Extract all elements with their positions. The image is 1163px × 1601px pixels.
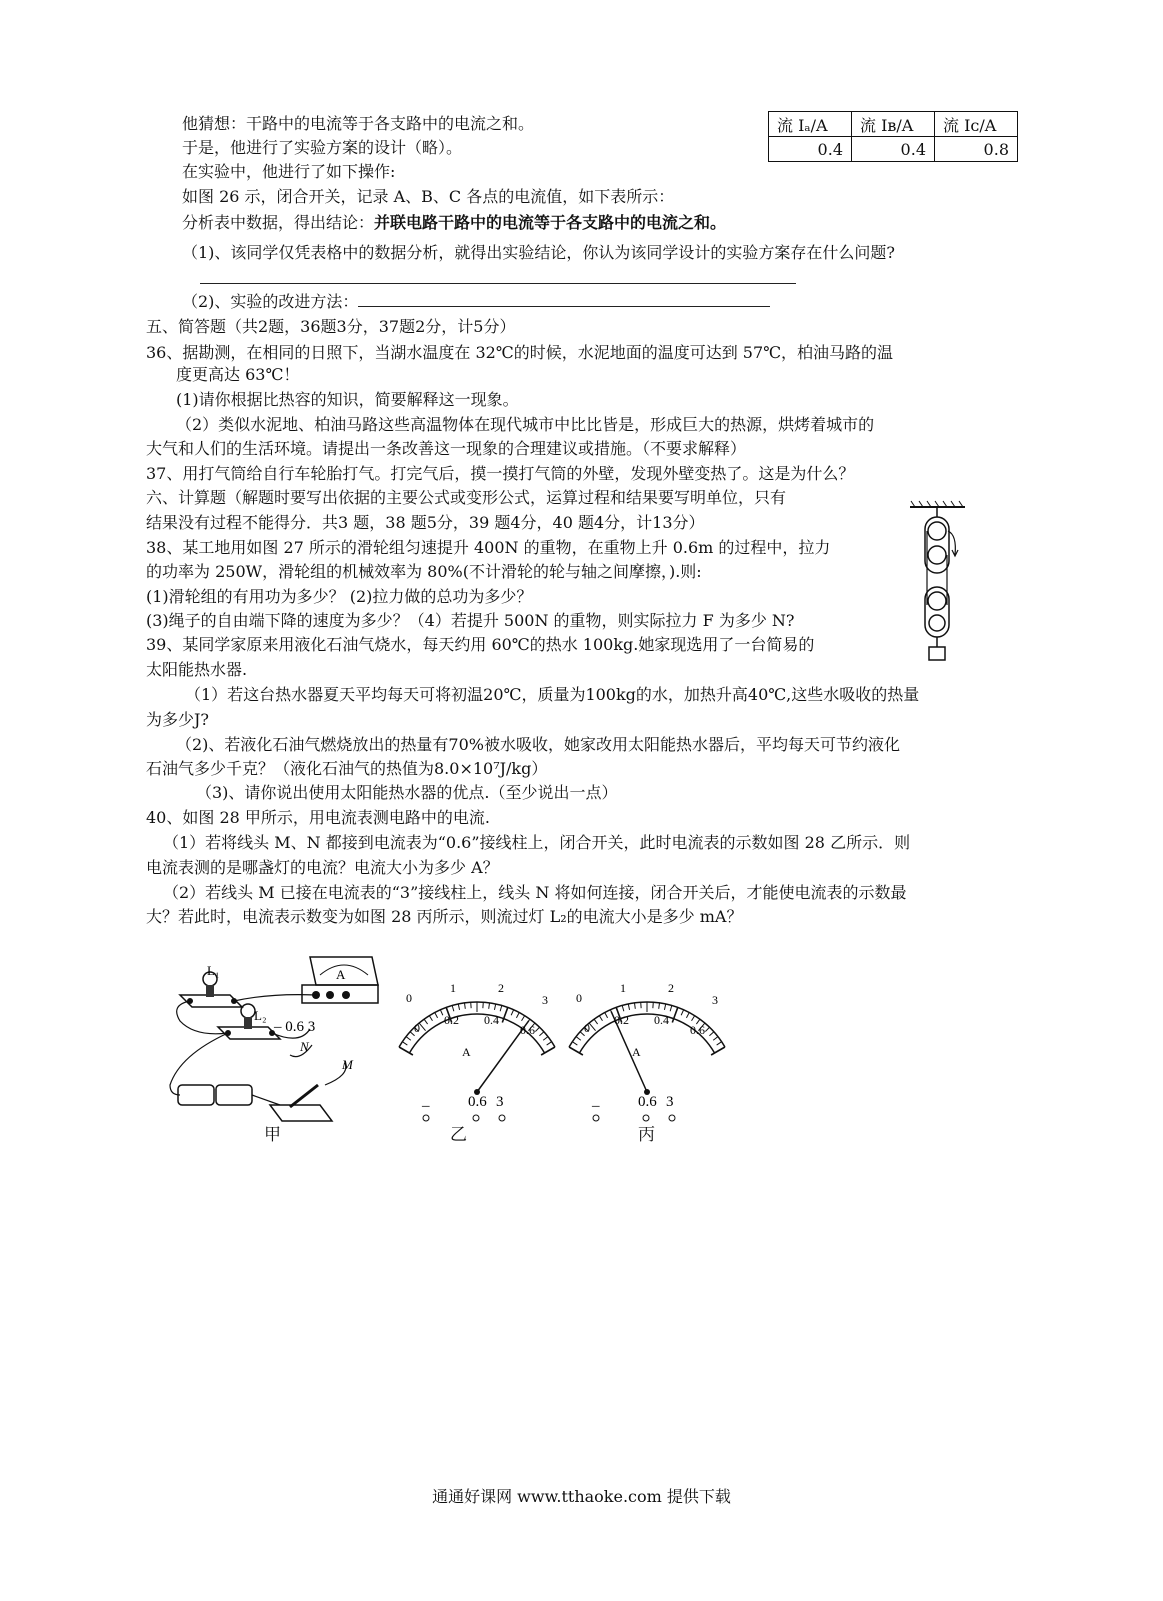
bottom-tick-label: 0.4 (654, 1013, 669, 1027)
top-tick-label: 3 (712, 993, 718, 1007)
text-line: 大？若此时，电流表示数变为如图 28 丙所示，则流过灯 L₂的电流大小是多少 mA？ (146, 907, 743, 926)
terminal-label: – (422, 1098, 430, 1114)
dial-tick (622, 1005, 624, 1011)
label-m: M (342, 1057, 353, 1072)
top-tick-label: 0 (576, 991, 582, 1005)
table-row (769, 137, 1018, 162)
dial-tick (464, 1003, 465, 1009)
text-line: 38、某工地用如图 27 所示的滑轮组匀速提升 400N 的重物，在重物上升 0.6m 的过程中，拉力 (146, 538, 831, 557)
dial-tick (599, 1016, 602, 1021)
text-line: （3)、请你说出使用太阳能热水器的优点.（至少说出一点） (196, 783, 618, 802)
section-heading: 六、计算题（解题时要写出依据的主要公式或变形公式，运算过程和结果要写明单位，只有 (146, 488, 787, 507)
top-tick-label: 2 (498, 981, 504, 995)
dial-tick (709, 1032, 713, 1036)
dial-tick (452, 1005, 454, 1011)
dial-tick (406, 1037, 411, 1041)
dial-tick (594, 1019, 598, 1024)
dial-tick (659, 1003, 660, 1009)
page-footer: 通通好课网 www.tthaoke.com 提供下载 (432, 1487, 731, 1506)
dial-tick (516, 1013, 519, 1018)
text-segment: 分析表中数据，得出结论： (182, 213, 375, 232)
text-line: 结果没有过程不能得分．共3 题，38 题5分，39 题4分，40 题4分，计13分） (146, 513, 705, 532)
top-tick-label: 1 (620, 981, 626, 995)
text-line: 的功率为 250W，滑轮组的机械效率为 80%(不计滑轮的轮与轴之间摩擦，).则: (146, 562, 702, 581)
bottom-tick-label: 0 (414, 1021, 420, 1035)
dial-tick (634, 1003, 635, 1009)
terminal-label: 3 (496, 1094, 504, 1110)
ammeter-dial-figure (392, 972, 562, 1122)
text-segment: （2)、实验的改进方法： (182, 292, 359, 311)
label-n: N (300, 1039, 309, 1054)
table-header-cell: 流 Iᴄ/A (935, 112, 1018, 137)
top-tick-label: 3 (542, 993, 548, 1007)
dial-tick (670, 1005, 672, 1011)
bottom-tick-label: 0 (584, 1021, 590, 1035)
dial-tick (628, 1004, 629, 1010)
text-line: 37、用打气筒给自行车轮胎打气。打完气后，摸一摸打气筒的外壁，发现外壁变热了。这是为什么？ (146, 464, 855, 483)
current-table (768, 111, 1018, 162)
dial-tick (543, 1037, 548, 1041)
text-line: 电流表测的是哪盏灯的电流？电流大小为多少 A？ (146, 858, 499, 877)
text-line: 为多少J? (146, 710, 209, 729)
text-line: 39、某同学家原来用液化石油气烧水，每天约用 60℃的热水 100kg.她家现选用了一台简易的 (146, 635, 815, 654)
label-l2: L₂ (254, 1008, 267, 1023)
unit-label: A (462, 1045, 471, 1059)
text-line: (1)请你根据比热容的知识，简要解释这一现象。 (176, 390, 519, 409)
terminal-label: 0.6 (468, 1094, 487, 1110)
dial-tick (440, 1010, 442, 1015)
ammeter-dial-figure (562, 972, 732, 1122)
conclusion-text: 并联电路干路中的电流等于各支路中的电流之和。 (374, 213, 727, 232)
text-line: （1）若将线头 M、N 都接到电流表为“0.6”接线柱上，闭合开关，此时电流表的示数如图 28 乙所示．则 (163, 833, 911, 852)
circuit-figure (150, 945, 390, 1145)
answer-blank-line (200, 268, 796, 290)
text-line: (3)绳子的自由端下降的速度为多少？（4）若提升 500N 的重物，则实际拉力 F 为多少 N? (146, 611, 795, 630)
dial-tick (535, 1027, 539, 1031)
dial-tick (547, 1042, 552, 1045)
text-line: 石油气多少千克？（液化石油气的热值为8.0×10⁷J/kg） (146, 759, 548, 778)
top-tick-label: 2 (668, 981, 674, 995)
bottom-tick-label: 0.2 (444, 1013, 459, 1027)
bottom-tick-label: 0.4 (484, 1013, 499, 1027)
text-line: 如图 26 示，闭合开关，记录 A、B、C 各点的电流值，如下表所示： (182, 187, 675, 206)
dial-tick (458, 1004, 459, 1010)
dial-tick (705, 1027, 709, 1031)
text-line: （2）若线头 M 已接在电流表的“3”接线柱上，线头 N 将如何连接，闭合开关后，才能使电流表的示数最 (163, 883, 907, 902)
dial-tick (429, 1016, 432, 1021)
label-ammeter: A (336, 967, 346, 982)
bottom-tick-label: 0.2 (614, 1013, 629, 1027)
table-cell: 0.4 (852, 137, 935, 162)
bottom-tick-label: 0.6 (690, 1023, 705, 1037)
dial-tick (435, 1013, 438, 1018)
text-line: 大气和人们的生活环境。请提出一条改善这一现象的合理建议或措施。（不要求解释） (146, 439, 747, 458)
dial-tick (692, 1016, 695, 1021)
table-cell: 0.4 (769, 137, 852, 162)
text-line: 在实验中，他进行了如下操作: (182, 162, 396, 181)
text-line: 太阳能热水器. (146, 660, 248, 679)
text-line: 他猜想：干路中的电流等于各支路中的电流之和。 (182, 114, 535, 133)
improvement-line (182, 291, 770, 313)
terminal-label: 0.6 (638, 1094, 657, 1110)
question-36-1: （1)、该同学仅凭表格中的数据分析，就得出实验结论，你认为该同学设计的实验方案存在什么问题? (182, 243, 896, 262)
dial-tick (494, 1004, 495, 1010)
text-line: (1)滑轮组的有用功为多少？ (2)拉力做的总功为多少？ (146, 587, 533, 606)
dial-tick (522, 1016, 525, 1021)
text-line: 40、如图 28 甲所示，用电流表测电路中的电流. (146, 808, 490, 827)
dial-tick (713, 1037, 718, 1041)
text-line (182, 212, 726, 234)
label-terminals: – 0.6 3 (274, 1019, 316, 1035)
dial-tick (572, 1042, 577, 1045)
top-tick-label: 0 (406, 991, 412, 1005)
dial-tick (539, 1032, 543, 1036)
text-line: （2）类似水泥地、柏油马路这些高温物体在现代城市中比比皆是，形成巨大的热源，烘烤着城市的 (176, 415, 875, 434)
dial-tick (605, 1013, 608, 1018)
top-tick-label: 1 (450, 981, 456, 995)
text-line: （1）若这台热水器夏天平均每天可将初温20℃，质量为100kg的水，加热升高40℃,这些水吸收的热量 (185, 685, 920, 704)
dial-tick (589, 1023, 595, 1031)
dial-tick (489, 1003, 490, 1009)
table-cell: 0.8 (935, 137, 1018, 162)
table-header-cell: 流 Iₐ/A (769, 112, 852, 137)
dial-tick (424, 1019, 428, 1024)
table-header-row (769, 112, 1018, 137)
text-line: 于是，他进行了实验方案的设计（略）。 (182, 138, 463, 157)
figure-caption: 乙 (450, 1125, 467, 1145)
dial-tick (681, 1010, 683, 1015)
terminal-label: 3 (666, 1094, 674, 1110)
dial-tick (402, 1042, 407, 1045)
figure-caption: 甲 (264, 1125, 281, 1145)
text-line: 度更高达 63℃！ (176, 365, 300, 384)
dial-tick (686, 1013, 689, 1018)
section-heading: 五、简答题（共2题，36题3分，37题2分，计5分） (146, 317, 516, 336)
dial-tick (717, 1042, 722, 1045)
pulley-system-figure (905, 495, 975, 665)
unit-label: A (632, 1045, 641, 1059)
text-line: 36、据勘测，在相同的日照下，当湖水温度在 32℃的时候，水泥地面的温度可达到 57℃，柏油马路的温 (146, 343, 894, 362)
table-header-cell: 流 Iʙ/A (852, 112, 935, 137)
dial-tick (500, 1005, 502, 1011)
dial-tick (664, 1004, 665, 1010)
dial-tick (511, 1010, 513, 1015)
bottom-tick-label: 0.6 (520, 1023, 535, 1037)
figure-caption: 丙 (638, 1125, 655, 1145)
terminal-label: – (592, 1098, 600, 1114)
label-l1: L₁ (207, 963, 220, 978)
text-line: （2)、若液化石油气燃烧放出的热量有70%被水吸收，她家改用太阳能热水器后，平均每天可节约液化 (176, 735, 900, 754)
dial-tick (419, 1023, 425, 1031)
dial-tick (576, 1037, 581, 1041)
